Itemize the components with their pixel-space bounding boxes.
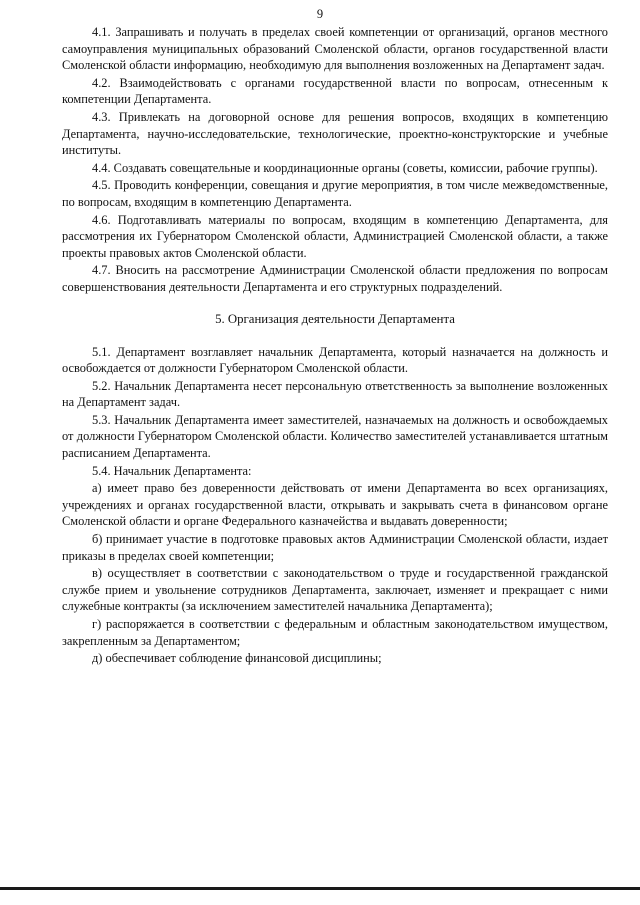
bottom-divider bbox=[0, 887, 640, 890]
paragraph-5-4-d: д) обеспечивает соблюдение финансовой дисциплины; bbox=[92, 651, 382, 666]
paragraph-4-2: 4.2. Взаимодействовать с органами государственной власти по вопросам, отнесенным к компетенции Департамента. bbox=[62, 75, 608, 107]
paragraph-4-5: 4.5. Проводить конференции, совещания и другие мероприятия, в том числе межведомственные, по вопросам, входящим в компетенцию Департамента. bbox=[62, 178, 608, 209]
paragraph-4-7: 4.7. Вносить на рассмотрение Администрации Смоленской области предложения по вопросам совершенствования деятельности Департамента и его структурных подразделений. bbox=[62, 263, 608, 294]
paragraph-5-3: 5.3. Начальник Департамента имеет заместителей, назначаемых на должность и освобождаемых от должности Губернатором Смоленской области. Количество заместителей устанавливается штатным расписанием Департамента. bbox=[62, 412, 608, 461]
paragraph-5-4-g: г) распоряжается в соответствии с федеральным и областным законодательством имуществом, закрепленным за Департаментом; bbox=[62, 617, 608, 648]
section-5-heading: 5. Организация деятельности Департамента bbox=[215, 311, 455, 326]
paragraph-5-4-b: б) принимает участие в подготовке правовых актов Администрации Смоленской области, издает приказы в пределах своей компетенции; bbox=[62, 532, 608, 563]
paragraph-5-1: 5.1. Департамент возглавляет начальник Департамента, который назначается на должность и освобождается от должности Губернатором Смоленской области. bbox=[62, 344, 608, 376]
paragraph-4-3: 4.3. Привлекать на договорной основе для решения вопросов, входящих в компетенцию Департамента, научно-исследовательские, технологические, проектно-конструкторские и учебные институты. bbox=[62, 109, 608, 158]
paragraph-4-4: 4.4. Создавать совещательные и координационные органы (советы, комиссии, рабочие группы). bbox=[92, 160, 598, 175]
paragraph-5-4: 5.4. Начальник Департамента: bbox=[92, 463, 252, 478]
document-body bbox=[62, 24, 608, 668]
paragraph-5-4-v: в) осуществляет в соответствии с законодательством о труде и государственной гражданской службе прием и увольнение сотрудников Департамента, заключает, изменяет и прекращает с ними служебные контракты (за исключением заместителей начальника Департамента); bbox=[62, 566, 608, 614]
paragraph-5-4-a: а) имеет право без доверенности действовать от имени Департамента во всех организациях, учреждениях и органах государственной власти, открывать и закрывать счета в финансовом органе Смоленской области и органе Федерального казначейства и выдавать доверенности; bbox=[62, 481, 608, 529]
page-number: 9 bbox=[316, 7, 324, 21]
paragraph-4-6: 4.6. Подготавливать материалы по вопросам, входящим в компетенцию Департамента, для рассмотрения их Губернатором Смоленской области, Администрацией Смоленской области, а также проекты правовых актов Смоленской области. bbox=[62, 212, 608, 260]
paragraph-4-1: 4.1. Запрашивать и получать в пределах своей компетенции от организаций, органов местного самоуправления муниципальных образований Смоленской области, органов государственной власти Смоленской области информацию, необходимую для выполнения возложенных на Департамент задач. bbox=[62, 25, 608, 73]
paragraph-5-2: 5.2. Начальник Департамента несет персональную ответственность за выполнение возложенных на Департамент задач. bbox=[62, 378, 608, 410]
